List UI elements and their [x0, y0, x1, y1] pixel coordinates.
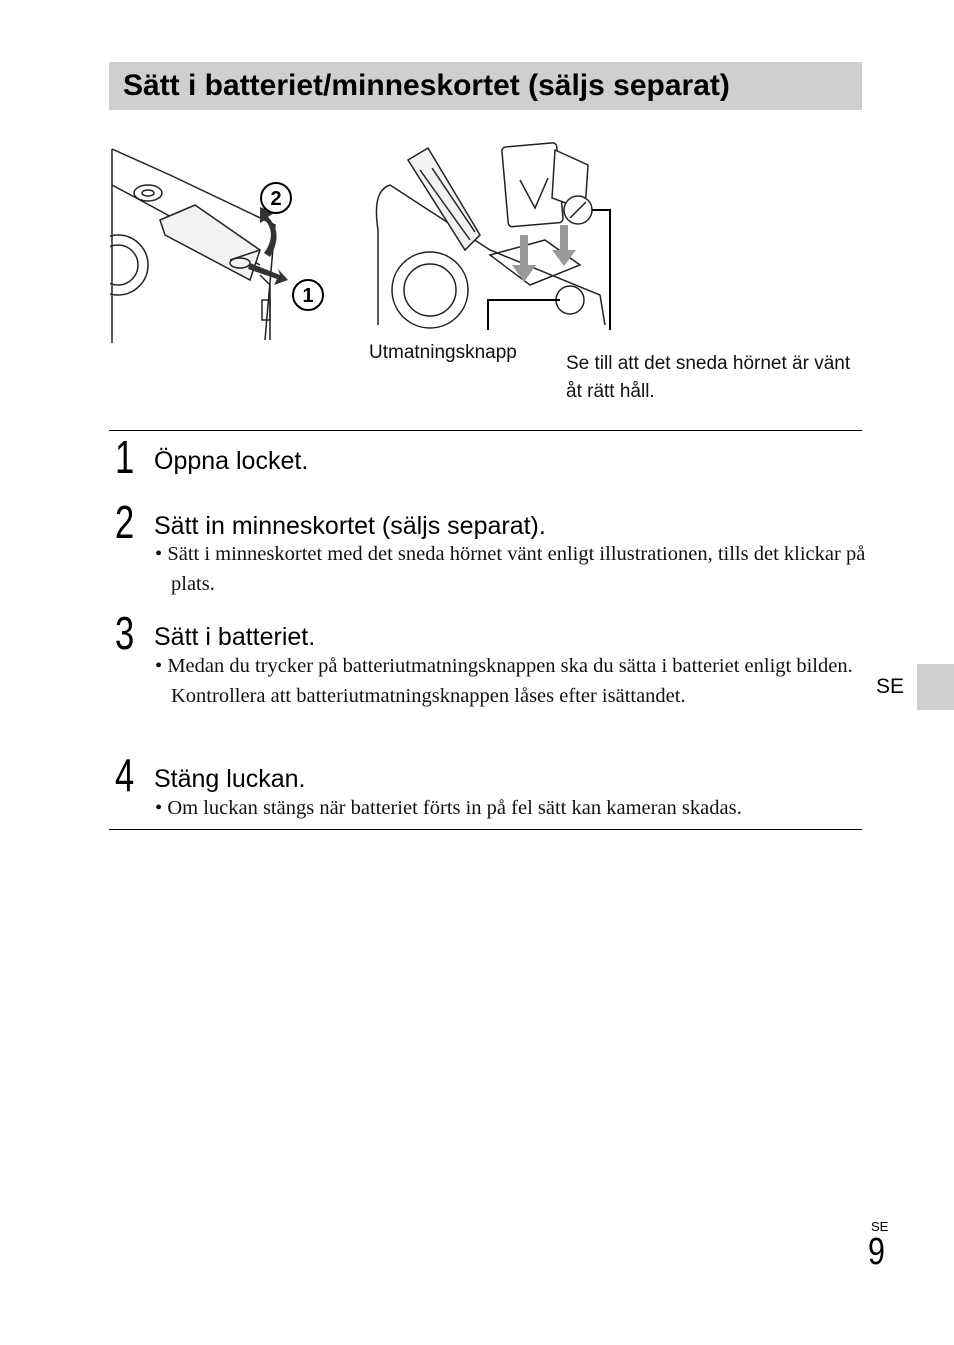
page-number: 9: [868, 1231, 885, 1273]
slanted-corner-caption: Se till att det sneda hörnet är vänt åt rätt håll.: [566, 353, 851, 402]
step-number: 1: [115, 431, 135, 483]
top-divider: [109, 430, 862, 431]
callout-1: 1: [302, 285, 314, 307]
page-language-superscript: SE: [871, 1219, 889, 1234]
step-bullet: • Sätt i minneskortet med det sneda hörnet vänt enligt illustrationen, tills det klickar på plats.: [155, 543, 866, 595]
battery-card-insert-illustration: [370, 140, 620, 330]
step-title: Öppna locket.: [154, 447, 309, 475]
step-bullet: • Medan du trycker på batteriutmatningsknappen ska du sätta i batteriet enligt bilden. Kontrollera att batteriutmatningsknappen låses efter isättandet.: [155, 655, 853, 707]
camera-open-lid-illustration: [110, 145, 340, 345]
language-tab: [917, 664, 954, 710]
step-bullet: • Om luckan stängs när batteriet förts in på fel sätt kan kameran skadas.: [155, 797, 742, 819]
language-tab-label: SE: [876, 675, 905, 698]
eject-button-caption: Utmatningsknapp: [369, 342, 517, 363]
section-title: Sätt i batteriet/minneskortet (säljs separat): [123, 69, 730, 102]
section-header: [109, 62, 862, 110]
step-number: 4: [115, 749, 135, 801]
bottom-divider: [109, 829, 862, 830]
step-number: 3: [115, 607, 135, 659]
step-title: Sätt i batteriet.: [154, 623, 316, 651]
step-title: Stäng luckan.: [154, 765, 306, 793]
callout-2: 2: [270, 188, 282, 210]
step-title: Sätt in minneskortet (säljs separat).: [154, 512, 546, 540]
step-number: 2: [115, 496, 135, 548]
